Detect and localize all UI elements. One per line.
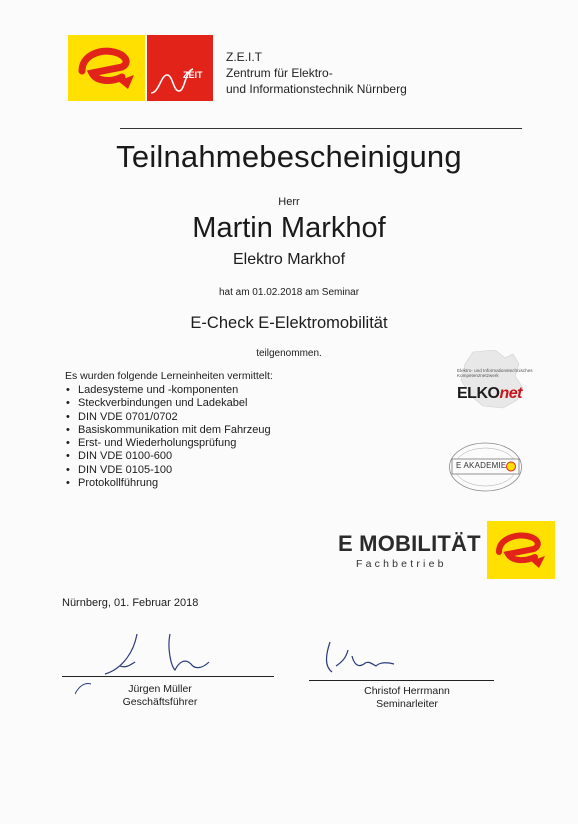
organization-name: [226, 49, 407, 97]
signer-left: [90, 683, 230, 709]
e-check-swoosh-icon: [68, 35, 145, 101]
emobility-title: E MOBILITÄT: [338, 531, 481, 556]
salutation: Herr: [278, 196, 300, 208]
seminar-name: E-Check E-Elektromobilität: [190, 314, 388, 332]
list-item: • DIN VDE 0100-600: [64, 450, 271, 463]
list-item: • Basiskommunikation mit dem Fahrzeug: [64, 424, 271, 437]
list-item: • DIN VDE 0701/0702: [64, 411, 271, 424]
place-date: Nürnberg, 01. Februar 2018: [62, 597, 199, 609]
signature-line-right: [309, 680, 494, 681]
org-line1: Zentrum für Elektro-: [226, 66, 333, 80]
signature-right: [318, 636, 408, 681]
org-abbr: Z.E.I.T: [226, 50, 262, 64]
list-item: • Ladesysteme und -komponenten: [64, 384, 271, 397]
signer-name: Jürgen Müller: [128, 683, 192, 695]
signer-role: Seminarleiter: [376, 698, 438, 710]
header-divider: [120, 128, 522, 129]
participated-text: teilgenommen.: [256, 348, 322, 359]
recipient-company: Elektro Markhof: [232, 251, 346, 268]
e-check-swoosh-icon: [487, 521, 555, 579]
certificate-title: Teilnahmebescheinigung: [116, 139, 462, 174]
list-item: • Steckverbindungen und Ladekabel: [64, 397, 271, 410]
signer-name: Christof Herrmann: [364, 685, 450, 697]
list-item: • Erst- und Wiederholungsprüfung: [64, 437, 271, 450]
emobility-logo: [487, 521, 555, 579]
list-item: • Protokollführung: [64, 477, 271, 490]
signer-right: [337, 685, 477, 711]
e-check-logo: [68, 35, 145, 101]
seminar-date-line: hat am 01.02.2018 am Seminar: [218, 287, 360, 298]
elkonet-tagline: Elektro- und Informationstechnisches Kompetenznetzwerk: [457, 368, 533, 379]
learning-units-intro: Es wurden folgende Lerneinheiten vermittelt:: [65, 370, 273, 382]
recipient-name: Martin Markhof: [192, 212, 386, 244]
elkonet-elko: ELKO: [457, 385, 500, 402]
akademie-label: E AKADEMIE: [456, 461, 507, 470]
zeit-logo: [147, 35, 213, 101]
elkonet-logo: [457, 385, 522, 403]
signer-role: Geschäftsführer: [122, 696, 198, 708]
learning-units-list: [64, 384, 271, 490]
org-line2: und Informationstechnik Nürnberg: [226, 82, 407, 96]
signature-line-left: [62, 676, 274, 677]
elkonet-net: net: [499, 385, 522, 402]
list-item: • DIN VDE 0105-100: [64, 464, 271, 477]
zeit-logo-text: ZEIT: [183, 70, 203, 80]
zeit-wave-icon: [147, 35, 213, 101]
emobility-subtitle: Fachbetrieb: [356, 558, 447, 570]
